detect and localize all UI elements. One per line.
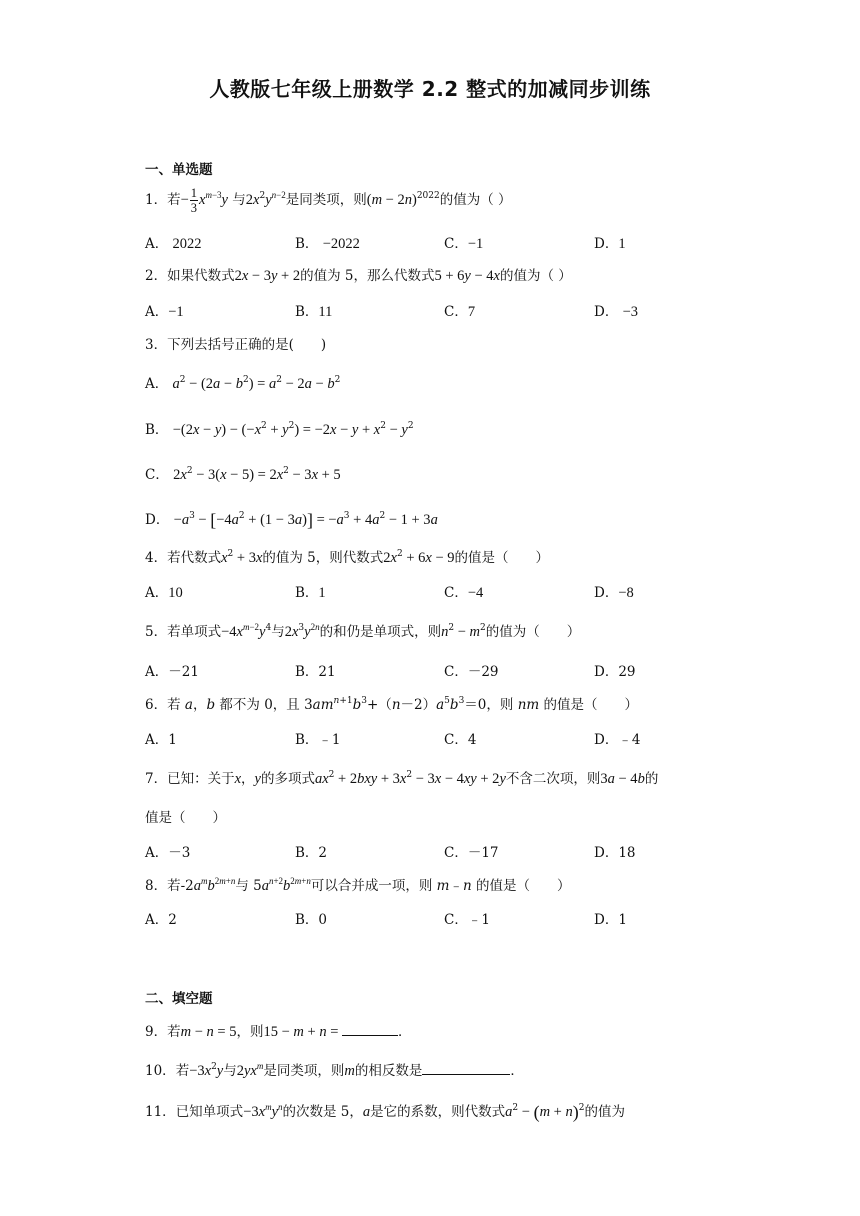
answer-blank[interactable] (422, 1062, 510, 1075)
q5-option-d[interactable]: D．29 (594, 664, 636, 680)
question-7: 7．已知：关于x，y的多项式$ax^2 + 2bxy + 3x^2 - 3x - 4xy + 2y$不含二次项，则3a − 4b的 (145, 770, 659, 787)
question-3: 3．下列去括号正确的是( ) (145, 337, 327, 353)
q4-option-a[interactable]: A．10 (145, 585, 183, 601)
q1-option-d[interactable]: D．1 (594, 236, 626, 252)
q7-option-d[interactable]: D．18 (594, 845, 636, 861)
q3-option-c[interactable]: C． $2x^2 - 3(x - 5) = 2x^2 - 3x + 5$ (145, 466, 341, 483)
q6-option-d[interactable]: D．﹣4 (594, 732, 641, 748)
section-heading-fill-blank: 二、填空题 (145, 991, 213, 1007)
q4-option-b[interactable]: B．1 (295, 585, 326, 601)
q5-option-a[interactable]: A．－21 (145, 664, 199, 680)
question-2: 2．如果代数式2x − 3y + 2的值为 5，那么代数式5 + 6y − 4x的值为（ ） (145, 268, 572, 284)
question-10: 10．若$-3x^2y$与$2yx^m$是同类项，则m的相反数是 ． (145, 1061, 524, 1079)
question-7-line-2: 值是（ ） (145, 810, 226, 826)
q2-option-d[interactable]: D． −3 (594, 304, 639, 320)
q1-option-a[interactable]: A． 2022 (145, 236, 202, 252)
question-9: 9．若m − n = 5，则15 − m + n = ． (145, 1024, 412, 1040)
q2-option-b[interactable]: B．11 (295, 304, 333, 320)
question-5: 5．若单项式$-4x^{m-2}y^4$与$2x^3y^{2n}$的和仍是单项式，则$n^2 - m^2$的值为（ ） (145, 622, 581, 640)
question-6: 6．若 a，b 都不为 0，且 $3am^{n+1}b^3+(n-2)a^5b^3=0$，则 nm 的值是（ ） (145, 696, 638, 713)
question-11: 11．已知单项式$-3x^my^n$的次数是 5，a是它的系数，则代数式$a^2 - (m + n)^2$的值为 (145, 1102, 625, 1122)
q3-option-d[interactable]: D． $-a^3 - [-4a^2 + (1 - 3a)] = -a^3 + 4a^2 - 1 + 3a$ (145, 510, 438, 530)
q7-option-b[interactable]: B．2 (295, 845, 328, 861)
q2-option-a[interactable]: A．−1 (145, 304, 184, 320)
q1-option-c[interactable]: C．−1 (444, 236, 484, 252)
q8-option-a[interactable]: A．2 (145, 912, 177, 928)
question-4: 4．若代数式$x^2 + 3x$的值为 5，则代数式$2x^2 + 6x - 9$的值是（ ） (145, 549, 550, 566)
q6-option-a[interactable]: A．1 (145, 732, 177, 748)
q1-option-b[interactable]: B． −2022 (295, 236, 360, 252)
q6-option-c[interactable]: C．4 (444, 732, 477, 748)
section-heading-single-choice: 一、单选题 (145, 162, 213, 178)
q7-option-a[interactable]: A．－3 (145, 845, 191, 861)
q8-option-c[interactable]: C．﹣1 (444, 912, 490, 928)
q6-option-b[interactable]: B．﹣1 (295, 732, 341, 748)
question-1: 1．若− $\frac{1}{3}$ $x^{m-3}y$ 与$2x^2y^{n-2}$是同类项，则$(m - 2n)^{2022}$的值为（ ） (145, 186, 512, 215)
q8-option-b[interactable]: B．0 (295, 912, 328, 928)
q3-option-a[interactable]: A． $a^2 - (2a - b^2) = a^2 - 2a - b^2$ (145, 375, 341, 392)
fraction-one-third: $\frac{1}{3}$ (190, 186, 198, 215)
q7-option-c[interactable]: C．－17 (444, 845, 499, 861)
answer-blank[interactable] (342, 1023, 398, 1036)
q4-option-d[interactable]: D．−8 (594, 585, 634, 601)
page-title: 人教版七年级上册数学 2.2 整式的加减同步训练 (209, 77, 651, 101)
q5-option-c[interactable]: C．－29 (444, 664, 499, 680)
q3-option-b[interactable]: B． $-(2x - y) - (-x^2 + y^2) = -2x - y + x^2 - y^2$ (145, 421, 414, 438)
question-8: 8．若$-2a^mb^{2m+n}$与 $5a^{n+2}b^{2m+n}$可以合并成一项，则 m﹣n 的值是（ ） (145, 876, 571, 894)
q8-option-d[interactable]: D．1 (594, 912, 627, 928)
q2-option-c[interactable]: C．7 (444, 304, 476, 320)
q5-option-b[interactable]: B．21 (295, 664, 336, 680)
q4-option-c[interactable]: C．−4 (444, 585, 484, 601)
